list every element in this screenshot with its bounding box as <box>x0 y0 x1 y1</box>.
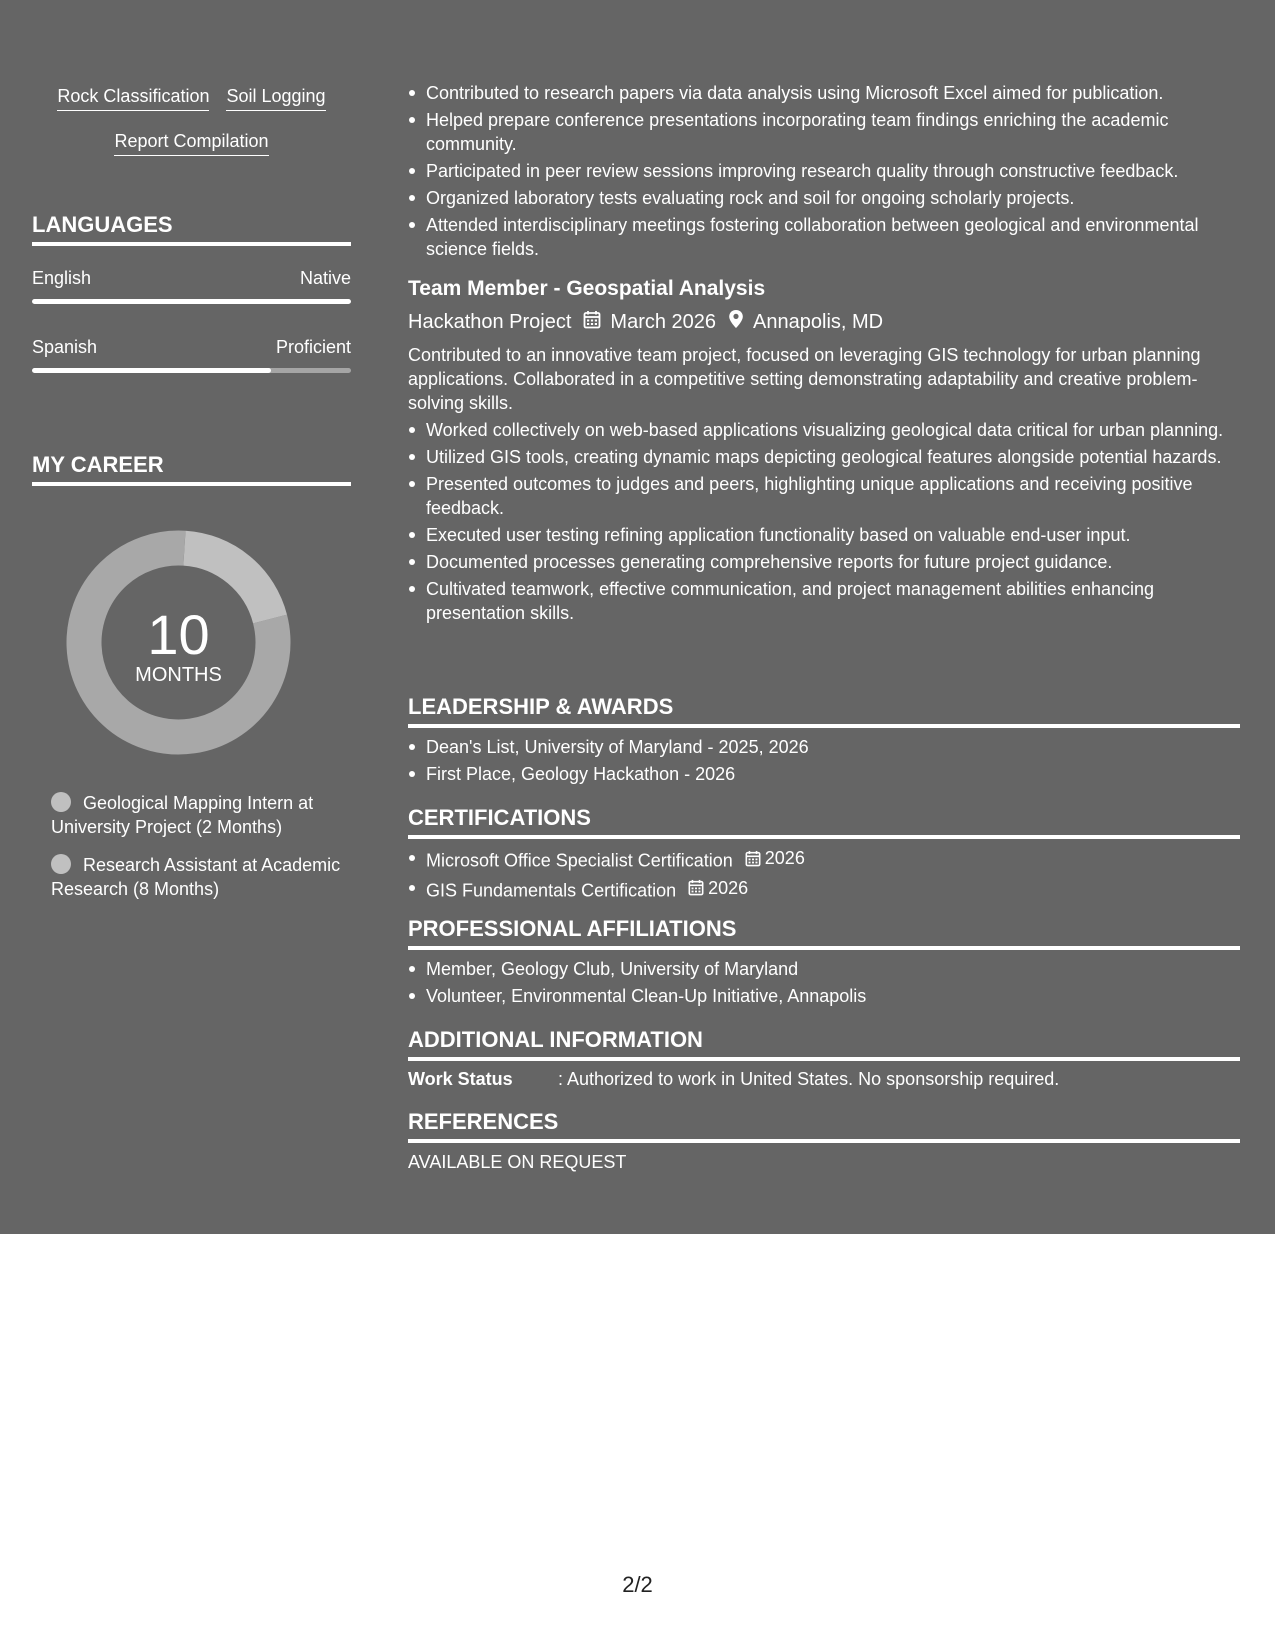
affiliations-heading: PROFESSIONAL AFFILIATIONS <box>408 916 1240 950</box>
certification-date <box>688 876 748 900</box>
bullet-item: Cultivated teamwork, effective communication, and project management abilities enhancing presentation skills. <box>408 577 1240 625</box>
career-legend-item <box>51 853 341 901</box>
skill-tag: Rock Classification <box>57 86 209 111</box>
bullet-item: Executed user testing refining application functionality based on valuable end-user input. <box>408 523 1240 547</box>
bullet-item: Member, Geology Club, University of Maryland <box>408 957 1240 981</box>
language-name: English <box>32 268 92 288</box>
job-company: Hackathon Project <box>408 310 572 333</box>
bullet-item: Helped prepare conference presentations incorporating team findings enriching the academic community. <box>408 108 1240 156</box>
certification-name: Microsoft Office Specialist Certification <box>426 850 733 871</box>
bullet-item: Presented outcomes to judges and peers, highlighting unique applications and receiving positive feedback. <box>408 472 1240 520</box>
awards-list <box>408 735 1240 789</box>
job-meta <box>408 309 883 335</box>
career-total-unit: MONTHS <box>135 664 222 686</box>
additional-info-heading: ADDITIONAL INFORMATION <box>408 1027 1240 1061</box>
awards-heading: LEADERSHIP & AWARDS <box>408 694 1240 728</box>
certifications-heading: CERTIFICATIONS <box>408 805 1240 839</box>
job-title: Team Member - Geospatial Analysis <box>408 277 766 300</box>
calendar-icon <box>583 310 601 335</box>
certification-item <box>408 876 1240 903</box>
career-legend-text: Geological Mapping Intern at University Project (2 Months) <box>51 793 314 837</box>
language-row <box>32 268 351 289</box>
bullet-item: Organized laboratory tests evaluating rock and soil for ongoing scholarly projects. <box>408 186 1240 210</box>
language-bar <box>32 299 351 304</box>
skill-tag: Report Compilation <box>114 131 268 156</box>
certification-date <box>745 846 805 870</box>
work-status-value: : Authorized to work in United States. No sponsorship required. <box>558 1069 1060 1089</box>
career-total-months: 10 <box>147 603 210 666</box>
certification-year: 2026 <box>708 877 749 898</box>
skills-row <box>32 131 351 156</box>
bullet-item: First Place, Geology Hackathon - 2026 <box>408 762 1240 786</box>
languages-heading: LANGUAGES <box>32 212 351 246</box>
career-legend-text: Research Assistant at Academic Research (8 Months) <box>51 855 341 899</box>
language-level: Proficient <box>275 337 351 357</box>
job-location: Annapolis, MD <box>753 310 884 333</box>
work-status-row <box>408 1069 1059 1090</box>
job-date: March 2026 <box>610 310 717 333</box>
legend-dot-icon <box>51 854 71 874</box>
references-text: AVAILABLE ON REQUEST <box>408 1152 627 1172</box>
bullet-item: Utilized GIS tools, creating dynamic maps depicting geological features alongside potential hazards. <box>408 445 1240 469</box>
job-description: Contributed to an innovative team project, focused on leveraging GIS technology for urban planning applications. Collaborated in a competitive setting demonstrating adaptability and creative problem-solving skills. <box>408 345 1201 413</box>
certification-name: GIS Fundamentals Certification <box>426 880 677 900</box>
bullet-item: Volunteer, Environmental Clean-Up Initiative, Annapolis <box>408 984 1240 1008</box>
career-heading: MY CAREER <box>32 452 351 486</box>
career-donut-chart <box>66 530 291 755</box>
certifications-list <box>408 846 1240 905</box>
language-level: Native <box>299 268 351 288</box>
skill-tag: Soil Logging <box>226 86 325 111</box>
calendar-icon <box>688 879 704 896</box>
bullet-item: Contributed to research papers via data analysis using Microsoft Excel aimed for publication. <box>408 81 1240 105</box>
location-pin-icon <box>728 309 744 335</box>
references-heading: REFERENCES <box>408 1109 1240 1143</box>
certification-year: 2026 <box>764 848 805 868</box>
page-number: 2/2 <box>622 1572 653 1597</box>
language-bar-fill <box>32 368 271 373</box>
language-bar <box>32 368 351 373</box>
legend-dot-icon <box>51 792 71 812</box>
job-bullets <box>408 418 1240 628</box>
career-legend-item <box>51 791 341 839</box>
bullet-item: Participated in peer review sessions improving research quality through constructive feedback. <box>408 159 1240 183</box>
language-row <box>32 337 351 358</box>
affiliations-list <box>408 957 1240 1011</box>
language-bar-fill <box>32 299 351 304</box>
bullet-item: Worked collectively on web-based applications visualizing geological data critical for urban planning. <box>408 418 1240 442</box>
calendar-icon <box>745 850 761 867</box>
bullet-item: Documented processes generating comprehensive reports for future project guidance. <box>408 550 1240 574</box>
certification-item <box>408 846 1240 873</box>
previous-job-bullets <box>408 81 1240 264</box>
bullet-item: Attended interdisciplinary meetings fostering collaboration between geological and environmental science fields. <box>408 213 1240 261</box>
language-name: Spanish <box>32 337 98 357</box>
bullet-item: Dean's List, University of Maryland - 2025, 2026 <box>408 735 1240 759</box>
work-status-label: Work Status <box>408 1069 513 1089</box>
skills-row <box>32 86 351 111</box>
